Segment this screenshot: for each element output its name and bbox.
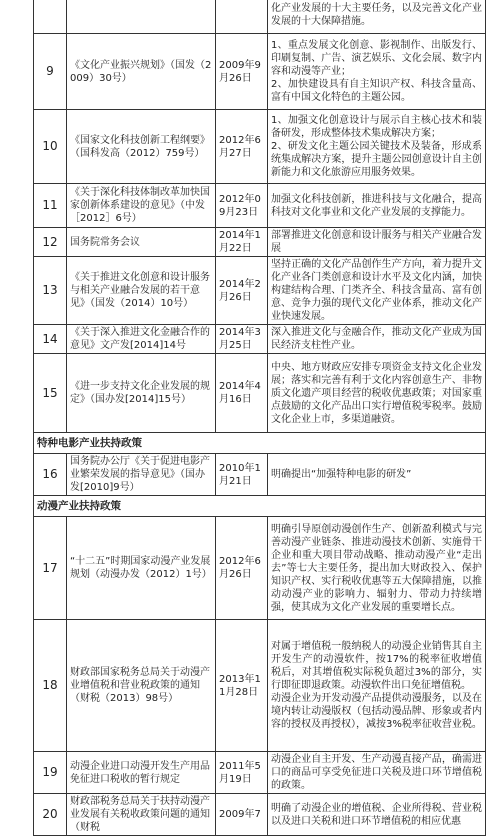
row-number: 13 <box>34 257 67 325</box>
issue-date: 2009年7 <box>216 794 268 836</box>
policy-name: 财政部国家税务总局关于动漫产业增值税和营业税政策的通知（财税（2013）98号） <box>67 620 216 752</box>
policy-name: “十二五”时期国家动漫产业发展规划（动漫办发（2012）1号） <box>67 517 216 620</box>
issue-date: 2012年6月26日 <box>216 517 268 620</box>
policy-content: 中央、地方财政应安排专项资金支持文化企业发展；落实和完善有利于文化内容创意生产、非物质文化遗产项目经营的税收优惠政策；对国家重点鼓励的文化产品出口实行增值税零税率。鼓励文化企业上市，多渠道融资。 <box>268 354 486 433</box>
row-number: 15 <box>34 354 67 433</box>
policy-name: 《进一步支持文化企业发展的规定》（国办发[2014]15号） <box>67 354 216 433</box>
policy-name: 国务院常务会议 <box>67 228 216 257</box>
issue-date: 2009年9月26日 <box>216 34 268 110</box>
policy-content: 加强文化科技创新，推进科技与文化融合，提高科技对文化事业和文化产业发展的支撑能力。 <box>268 184 486 228</box>
issue-date: 2011年5月19日 <box>216 752 268 794</box>
table-row <box>34 0 486 34</box>
policy-content: 部署推进文化创意和设计服务与相关产业融合发展 <box>268 228 486 257</box>
policy-content <box>268 620 486 752</box>
issue-date: 2014年3月25日 <box>216 325 268 354</box>
section-row <box>34 433 486 454</box>
content-paragraph: 2、研发文化主题公园关键技术及装备，形成系统集成解决方案，提升主题公园创意设计自主创新能力和文化旅游应用服务效果。 <box>271 141 482 178</box>
content-paragraph: 1、加强文化创意设计与展示自主核心技术和装备研发，形成整体技术集成解决方案； <box>271 115 482 139</box>
policy-table <box>33 0 486 836</box>
content-paragraph: 动漫企业为开发动漫产品提供动漫服务，以及在境内转让动漫版权（包括动漫品牌、形象或者内容的授权及再授权），减按3%税率征收营业税。 <box>271 693 482 730</box>
row-number: 11 <box>34 184 67 228</box>
policy-name: 《关于深化科技体制改革加快国家创新体系建设的意见》（中发［2012］6号） <box>67 184 216 228</box>
policy-name: 财政部税务总局关于扶持动漫产业发展有关税收政策问题的通知（财税 <box>67 794 216 836</box>
row-number: 19 <box>34 752 67 794</box>
table-row <box>34 257 486 325</box>
policy-name: 《关于推进文化创意和设计服务与相关产业融合发展的若干意见》（国发（2014）10号） <box>67 257 216 325</box>
issue-date: 2014年1月22日 <box>216 228 268 257</box>
table-row <box>34 228 486 257</box>
policy-content: 明确提出“加强特种电影的研发” <box>268 454 486 496</box>
row-number: 12 <box>34 228 67 257</box>
content-paragraph: 1、重点发展文化创意、影视制作、出版发行、印刷复制、广告、演艺娱乐、文化会展、数字内容和动漫等产业； <box>271 40 482 77</box>
table-row <box>34 110 486 184</box>
row-number: 20 <box>34 794 67 836</box>
table-row <box>34 794 486 836</box>
policy-content: 明确引导原创动漫创作生产、创新盈利模式与完善动漫产业链条、推进动漫技术创新、实施骨干企业和重大项目带动战略、推动动漫产业“走出去”等七大主要任务，提出加大财政投入、保护知识产权、实行税收优惠等五大保障措施，以推动动漫产业的影响力、辐射力、带动力持续增强，使其成为文化产业发展的重要增长点。 <box>268 517 486 620</box>
issue-date: 2014年2月26日 <box>216 257 268 325</box>
table-row <box>34 517 486 620</box>
issue-date: 2013年11月28日 <box>216 620 268 752</box>
section-heading-anime: 动漫产业扶持政策 <box>34 496 486 517</box>
issue-date <box>216 0 268 34</box>
row-number: 18 <box>34 620 67 752</box>
table-row <box>34 325 486 354</box>
policy-content: 坚持正确的文化产品创作生产方向，着力提升文化产业各门类创意和设计水平及文化内涵，加快构建结构合理、门类齐全、科技含量高、富有创意、竞争力强的现代文化产业体系，推动文化产业快速发展。 <box>268 257 486 325</box>
policy-name <box>67 0 216 34</box>
issue-date: 2012年6月27日 <box>216 110 268 184</box>
issue-date: 2014年4月16日 <box>216 354 268 433</box>
policy-name: 《文化产业振兴规划》（国发（2009）30号） <box>67 34 216 110</box>
section-heading-film: 特种电影产业扶持政策 <box>34 433 486 454</box>
row-number <box>34 0 67 34</box>
policy-name: 国务院办公厅《关于促进电影产业繁荣发展的指导意见》（国办发[2010]9号） <box>67 454 216 496</box>
row-number: 14 <box>34 325 67 354</box>
policy-name: 动漫企业进口动漫开发生产用品免征进口税收的暂行规定 <box>67 752 216 794</box>
table-row <box>34 620 486 752</box>
table-row <box>34 184 486 228</box>
policy-content <box>268 34 486 110</box>
content-paragraph: 对属于增值税一般纳税人的动漫企业销售其自主开发生产的动漫软件，按17%的税率征收增值税后，对其增值税实际税负超过3%的部分，实行即征即退政策。动漫软件出口免征增值税。 <box>271 641 482 691</box>
table-row <box>34 34 486 110</box>
policy-content: 深入推进文化与金融合作，推动文化产业成为国民经济支柱性产业。 <box>268 325 486 354</box>
policy-content: 动漫企业自主开发、生产动漫直接产品，确需进口的商品可享受免征进口关税及进口环节增值税的政策。 <box>268 752 486 794</box>
policy-content: 明确了动漫企业的增值税、企业所得税、营业税以及进口关税和进口环节增值税的相应优惠 <box>268 794 486 836</box>
issue-date: 2010年1月21日 <box>216 454 268 496</box>
row-number: 17 <box>34 517 67 620</box>
table-row <box>34 354 486 433</box>
section-row <box>34 496 486 517</box>
table-row <box>34 454 486 496</box>
content-paragraph: 2、加快建设具有自主知识产权、科技含量高、富有中国文化特色的主题公园。 <box>271 79 482 103</box>
table-row <box>34 752 486 794</box>
policy-name: 《国家文化科技创新工程纲要》（国科发高（2012）759号） <box>67 110 216 184</box>
row-number: 10 <box>34 110 67 184</box>
issue-date: 2012年09月23日 <box>216 184 268 228</box>
policy-content <box>268 110 486 184</box>
row-number: 9 <box>34 34 67 110</box>
row-number: 16 <box>34 454 67 496</box>
policy-name: 《关于深入推进文化金融合作的意见》文产发[2014]14号 <box>67 325 216 354</box>
policy-content: 化产业发展的十大主要任务，以及完善文化产业发展的十大保障措施。 <box>268 0 486 34</box>
